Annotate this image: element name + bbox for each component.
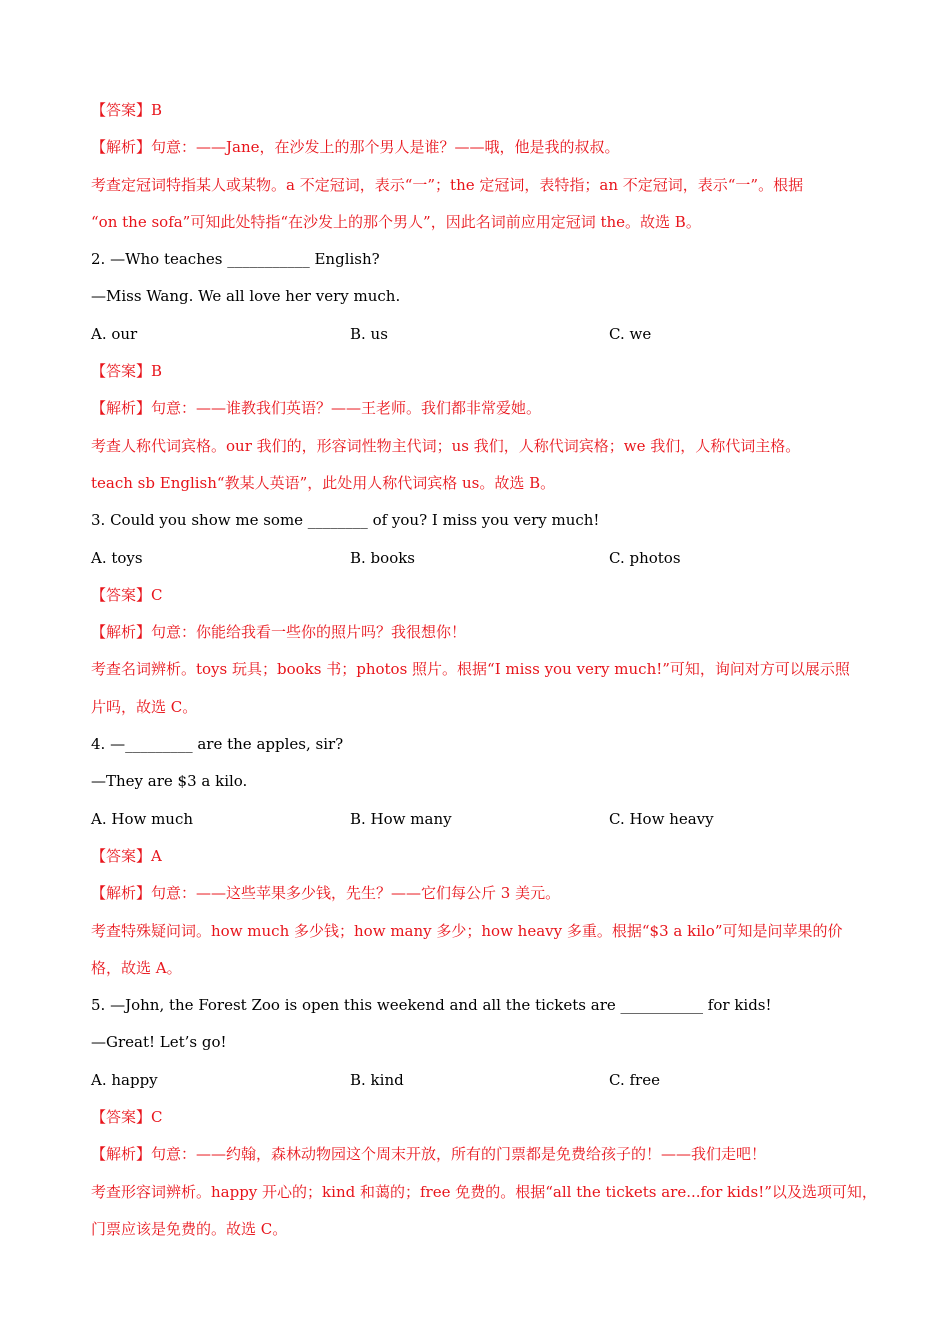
option-c: C. How heavy bbox=[609, 809, 714, 828]
answer-1: 【答案】B bbox=[91, 101, 163, 119]
explanation-5-line-1: 考查形容词辨析。happy 开心的；kind 和蔼的；free 免费的。根据“all the tickets are...for kids!”以及选项可知， bbox=[91, 1182, 877, 1201]
analysis-5: 【解析】句意：——约翰，森林动物园这个周末开放，所有的门票都是免费给孩子的！——我们走吧！ bbox=[91, 1145, 767, 1164]
question-5-options bbox=[91, 1067, 881, 1104]
answer-5: 【答案】C bbox=[91, 1108, 163, 1127]
option-a: A. toys bbox=[91, 548, 143, 567]
question-3-options bbox=[91, 545, 881, 582]
question-4-reply: —They are $3 a kilo. bbox=[91, 772, 248, 791]
option-b: B. How many bbox=[350, 809, 452, 828]
analysis-1: 【解析】句意：——Jane，在沙发上的那个男人是谁？——哦，他是我的叔叔。 bbox=[91, 138, 620, 157]
analysis-4: 【解析】句意：——这些苹果多少钱，先生？——它们每公斤 3 美元。 bbox=[91, 884, 561, 903]
question-5-reply: —Great! Let’s go! bbox=[91, 1033, 227, 1052]
analysis-3: 【解析】句意：你能给我看一些你的照片吗？我很想你！ bbox=[91, 623, 467, 642]
question-5: 5. —John, the Forest Zoo is open this weekend and all the tickets are ___________ for kids! bbox=[91, 996, 772, 1015]
explanation-2-line-1: 考查人称代词宾格。our 我们的，形容词性物主代词；us 我们，人称代词宾格；we 我们，人称代词主格。 bbox=[91, 436, 801, 455]
option-b: B. kind bbox=[350, 1070, 404, 1089]
option-a: A. happy bbox=[91, 1070, 158, 1089]
option-b: B. books bbox=[350, 548, 416, 567]
option-c: C. we bbox=[609, 324, 652, 343]
option-c: C. free bbox=[609, 1070, 660, 1089]
answer-4: 【答案】A bbox=[91, 846, 162, 865]
explanation-4-line-2: 格，故选 A。 bbox=[91, 958, 182, 977]
analysis-2: 【解析】句意：——谁教我们英语？——王老师。我们都非常爱她。 bbox=[91, 399, 542, 418]
explanation-1-line-2: “on the sofa”可知此处特指“在沙发上的那个男人”，因此名词前应用定冠词 the。故选 B。 bbox=[91, 212, 701, 231]
question-2-options bbox=[91, 321, 881, 358]
question-2: 2. —Who teaches ___________ English? bbox=[91, 250, 380, 269]
answer-3: 【答案】C bbox=[91, 585, 163, 604]
explanation-3-line-1: 考查名词辨析。toys 玩具；books 书；photos 照片。根据“I miss you very much!”可知，询问对方可以展示照 bbox=[91, 660, 850, 679]
document-page bbox=[91, 97, 881, 1253]
question-4-options bbox=[91, 806, 881, 843]
question-2-reply: —Miss Wang. We all love her very much. bbox=[91, 287, 401, 306]
explanation-1-line-1: 考查定冠词特指某人或某物。a 不定冠词，表示“一”；the 定冠词，表特指；an 不定冠词，表示“一”。根据 bbox=[91, 175, 804, 194]
explanation-5-line-2: 门票应该是免费的。故选 C。 bbox=[91, 1219, 288, 1238]
explanation-4-line-1: 考查特殊疑问词。how much 多少钱；how many 多少；how heavy 多重。根据“$3 a kilo”可知是问苹果的价 bbox=[91, 921, 843, 940]
option-a: A. our bbox=[91, 324, 138, 343]
explanation-2-line-2: teach sb English“教某人英语”，此处用人称代词宾格 us。故选 B。 bbox=[91, 473, 556, 492]
option-b: B. us bbox=[350, 324, 388, 343]
question-4: 4. —_________ are the apples, sir? bbox=[91, 735, 344, 754]
option-c: C. photos bbox=[609, 548, 681, 567]
explanation-3-line-2: 片吗，故选 C。 bbox=[91, 697, 198, 716]
answer-2: 【答案】B bbox=[91, 362, 163, 381]
question-3: 3. Could you show me some ________ of you? I miss you very much! bbox=[91, 511, 600, 530]
option-a: A. How much bbox=[91, 809, 194, 828]
